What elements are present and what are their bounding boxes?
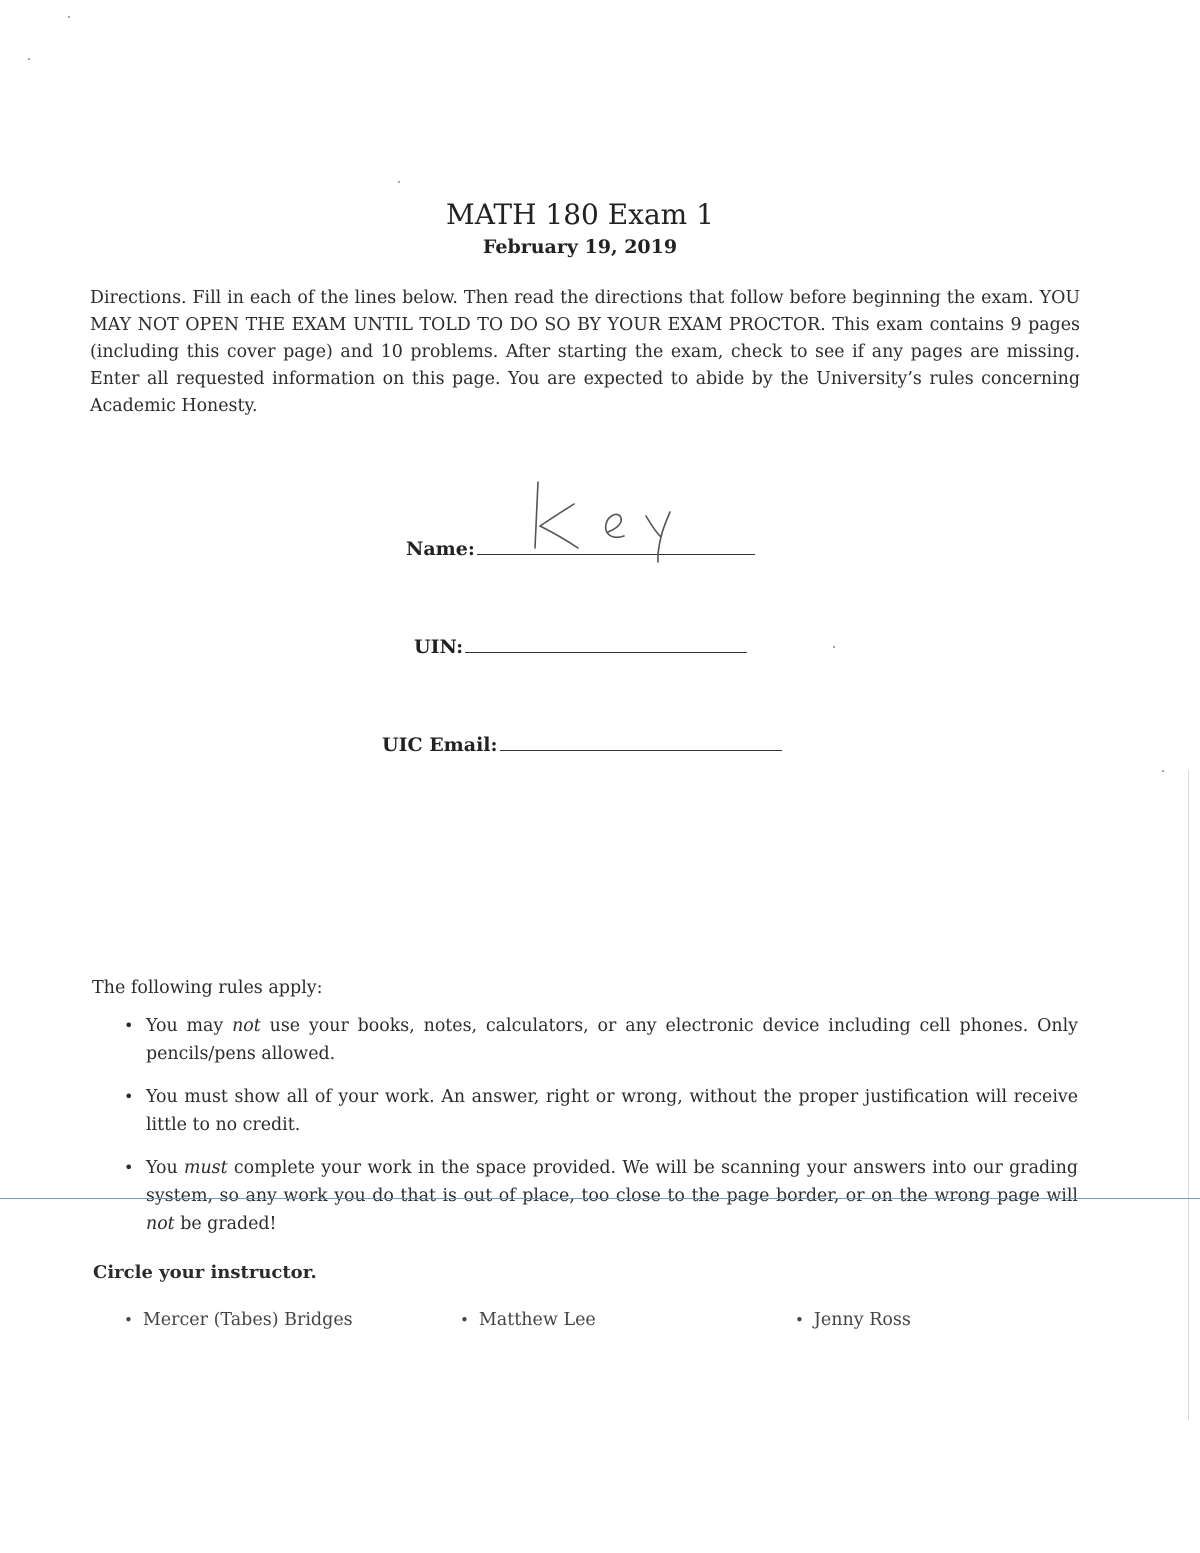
rule-item: • You may not use your books, notes, calculators, or any electronic device including cell phones. Only pencils/pens allowed. <box>120 1012 1078 1068</box>
instructor-option-lee[interactable]: • Matthew Lee <box>460 1310 596 1330</box>
uin-label: UIN: <box>414 636 464 658</box>
uin-field[interactable] <box>414 636 747 658</box>
rules-intro: The following rules apply: <box>92 978 323 998</box>
rule-item: • You must show all of your work. An answer, right or wrong, without the proper justification will receive little to no credit. <box>120 1083 1078 1139</box>
uin-line[interactable] <box>465 650 747 653</box>
email-field[interactable] <box>382 734 782 756</box>
scan-speck <box>28 58 30 60</box>
name-label: Name: <box>406 538 475 560</box>
bullet-icon: • <box>124 1311 133 1329</box>
exam-directions: Directions. Fill in each of the lines below. Then read the directions that follow before beginning the exam. YOU MAY NOT OPEN THE EXAM UNTIL TOLD TO DO SO BY YOUR EXAM PROCTOR. This exam contains 9 pages (including this cover page) and 10 problems. After starting the exam, check to see if any pages are missing. Enter all requested information on this page. You are expected to abide by the University’s rules concerning Academic Honesty. <box>90 288 1080 416</box>
bullet-icon: • <box>124 1158 134 1177</box>
bullet-icon: • <box>460 1311 469 1329</box>
email-line[interactable] <box>500 748 782 751</box>
bullet-icon: • <box>124 1087 134 1106</box>
page-edge-shadow <box>1188 770 1189 1420</box>
instructor-option-ross[interactable]: • Jenny Ross <box>795 1310 911 1330</box>
scan-speck <box>1162 770 1164 772</box>
handwritten-name-key <box>528 470 688 570</box>
scan-line-artifact <box>0 1198 1200 1199</box>
exam-date: February 19, 2019 <box>482 236 678 258</box>
exam-title: MATH 180 Exam 1 <box>446 198 714 231</box>
rule-item: • You must complete your work in the space provided. We will be scanning your answers into our grading system, so any work you do that is out of place, too close to the page border, or on the wrong page will not be graded! <box>120 1154 1078 1238</box>
scan-speck <box>398 181 400 183</box>
scan-speck <box>68 16 70 18</box>
scan-speck <box>833 646 835 648</box>
email-label: UIC Email: <box>382 734 498 756</box>
instructor-option-bridges[interactable]: • Mercer (Tabes) Bridges <box>124 1310 353 1330</box>
bullet-icon: • <box>124 1016 134 1035</box>
instructor-heading: Circle your instructor. <box>93 1262 317 1283</box>
rules-list <box>120 1012 1078 1253</box>
bullet-icon: • <box>795 1311 804 1329</box>
